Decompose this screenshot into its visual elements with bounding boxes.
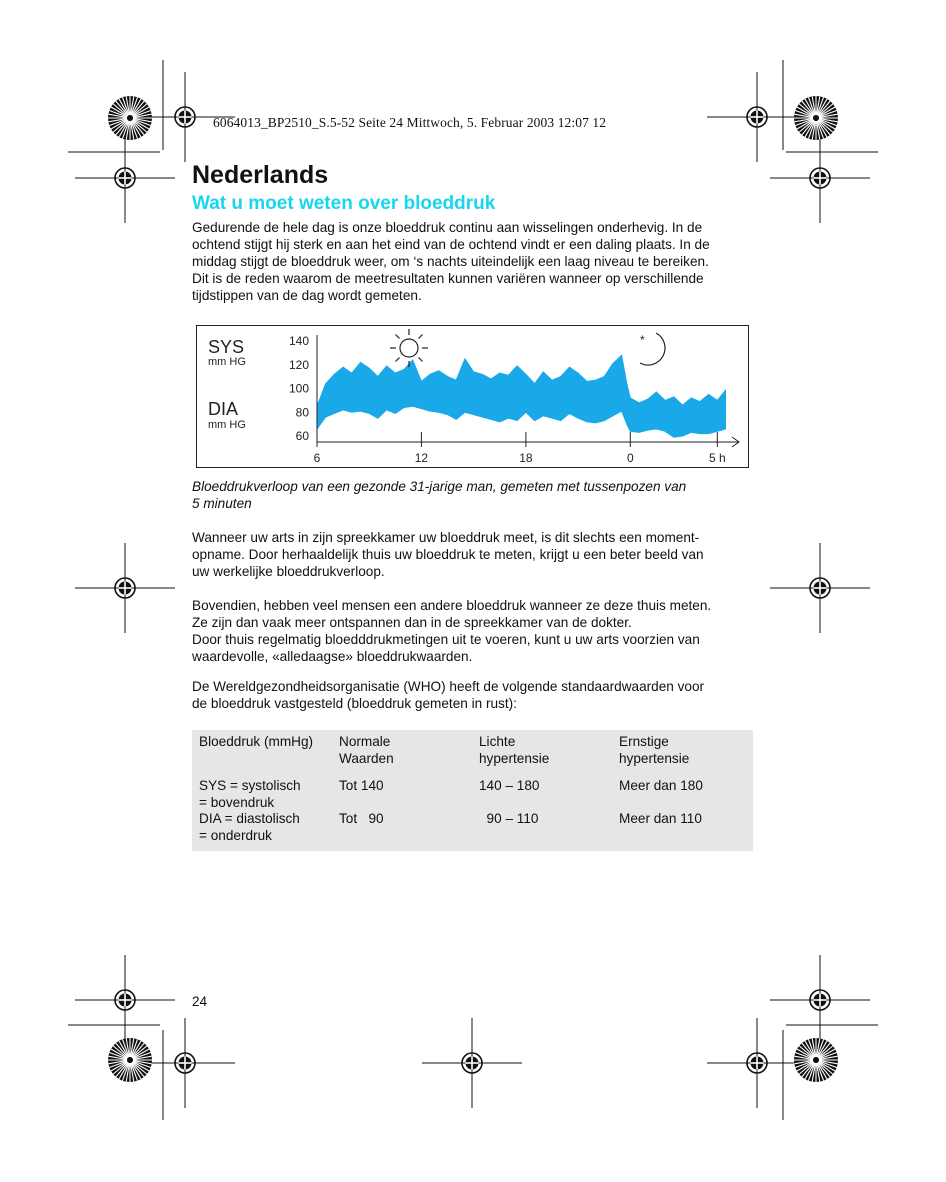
- blood-pressure-chart: [196, 325, 749, 468]
- table-cell: 90 – 110: [479, 811, 539, 826]
- who-paragraph: De Wereldgezondheidsorganisatie (WHO) heeft de volgende standaardwaarden voor de bloeddruk vastgesteld (bloeddruk gemeten in rust):: [192, 679, 705, 711]
- svg-text:*: *: [640, 333, 645, 347]
- table-header-cell: Ernstige hypertensie: [619, 734, 690, 766]
- x-tick-label: 0: [626, 451, 634, 465]
- x-tick-label: 18: [519, 451, 533, 465]
- y-tick-label: 140: [288, 334, 309, 348]
- intro-paragraph: Gedurende de hele dag is onze bloeddruk continu aan wisselingen onderhevig. In de ochtend stijgt hij sterk en aan het eind van de ochtend vindt er een daling plaats. In de middag stijgt de bloeddruk weer, om ‘s nachts uiteindelijk een laag niveau te bereiken. Dit is de reden waarom de meetresultaten kunnen variëren wanneer op verschillende tijdstippen van de dag wordt gemeten.: [192, 220, 710, 303]
- dia-unit: mm HG: [208, 419, 246, 431]
- sys-label: SYS: [208, 337, 245, 357]
- print-slug-line: 6064013_BP2510_S.5-52 Seite 24 Mittwoch, 5. Februar 2003 12:07 12: [213, 115, 607, 130]
- chart-caption: Bloeddrukverloop van een gezonde 31-jarige man, gemeten met tussenpozen van 5 minuten: [192, 479, 687, 511]
- x-tick-label: 12: [414, 451, 429, 465]
- table-cell: Meer dan 180: [619, 778, 703, 793]
- y-tick-label: 120: [288, 357, 309, 372]
- table-cell: Tot 90: [339, 811, 384, 826]
- table-cell: SYS = systolisch = bovendruk: [199, 778, 301, 810]
- table-cell: DIA = diastolisch = onderdruk: [199, 811, 300, 843]
- doctor-paragraph: Wanneer uw arts in zijn spreekkamer uw bloeddruk meet, is dit slechts een moment- opname. Door herhaaldelijk thuis uw bloeddruk te meten, krijgt u een beter beeld van uw werkelijke bloeddrukverloop.: [192, 530, 704, 579]
- y-tick-label: 60: [295, 429, 309, 443]
- home-paragraph: Bovendien, hebben veel mensen een andere bloeddruk wanneer ze deze thuis meten. Ze zijn dan vaak meer ontspannen dan in de spreekkamer van de dokter. Door thuis regelmatig bloedddrukmetingen uit te voeren, kunt u uw arts voorzien van waardevolle, «alledaagse» bloeddrukwaarden.: [192, 598, 712, 664]
- sys-unit: mm HG: [208, 356, 246, 368]
- page-number: 24: [192, 994, 208, 1009]
- table-cell: 140 – 180: [479, 778, 540, 793]
- section-heading: Wat u moet weten over bloeddruk: [192, 193, 496, 214]
- table-cell: Meer dan 110: [619, 811, 702, 826]
- table-header-cell: Lichte hypertensie: [479, 734, 550, 766]
- x-tick-label: 6: [313, 451, 321, 465]
- page-title: Nederlands: [192, 161, 329, 189]
- y-tick-label: 80: [295, 405, 309, 420]
- table-header-cell: Normale Waarden: [339, 734, 394, 766]
- y-tick-label: 100: [288, 381, 309, 396]
- dia-label: DIA: [208, 399, 239, 419]
- x-tick-label: 5 h: [708, 451, 726, 465]
- table-cell: Tot 140: [339, 778, 384, 793]
- table-header-cell: Bloeddruk (mmHg): [199, 734, 314, 749]
